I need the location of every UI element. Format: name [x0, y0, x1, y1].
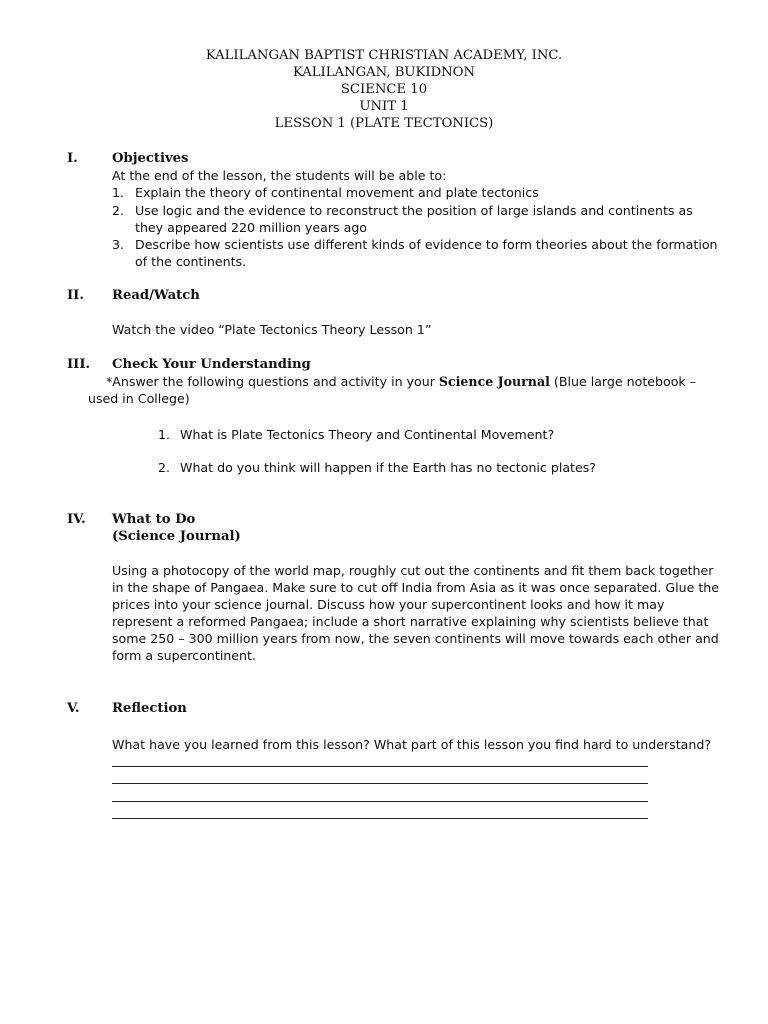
- what-to-do-number: IV.: [67, 512, 86, 527]
- read-watch-text: Watch the video “Plate Tectonics Theory Lesson 1”: [112, 322, 432, 337]
- unit-title: UNIT 1: [359, 99, 409, 114]
- what-to-do-paragraph: Using a photocopy of the world map, roughly cut out the continents and fit them back together in the shape of Pangaea. Make sure to cut off India from Asia as it was once separated. Glue the prices into your science journal. Discuss how your supercontinent looks and how it may represent a reformed Pangaea; include a short narrative explaining why scientists believe that some 250 – 300 million years from now, the seven continents will move towards each other and form a supercontinent.: [112, 563, 720, 663]
- check-instruction-note: (Blue large notebook – used in College): [88, 374, 696, 406]
- objective-2-text: Use logic and the evidence to reconstruct the position of large islands and continents as they appeared 220 million years ago: [135, 203, 693, 235]
- answer-line[interactable]: [112, 801, 648, 802]
- reflection-number: V.: [67, 701, 80, 716]
- read-watch-number: II.: [67, 288, 84, 303]
- answer-line[interactable]: [112, 783, 648, 784]
- objectives-heading: Objectives: [112, 151, 189, 166]
- reflection-heading: Reflection: [112, 701, 187, 716]
- school-name: KALILANGAN BAPTIST CHRISTIAN ACADEMY, INC.: [205, 48, 563, 63]
- objective-3-text: Describe how scientists use different kinds of evidence to form theories about the formation of the continents.: [135, 237, 718, 269]
- objective-1-text: Explain the theory of continental movement and plate tectonics: [135, 185, 539, 200]
- question-2-text: What do you think will happen if the Earth has no tectonic plates?: [180, 460, 596, 475]
- what-to-do-heading: What to Do: [112, 512, 196, 527]
- objective-1-number: 1.: [112, 185, 125, 200]
- check-instruction: [88, 373, 728, 407]
- check-instruction-text: *Answer the following questions and activity in your: [106, 374, 439, 389]
- question-1-text: What is Plate Tectonics Theory and Continental Movement?: [180, 427, 555, 442]
- objective-3-number: 3.: [112, 237, 125, 252]
- lesson-title: LESSON 1 (PLATE TECTONICS): [274, 116, 494, 131]
- question-1-number: 1.: [158, 427, 171, 442]
- objectives-number: I.: [67, 151, 78, 166]
- what-to-do-subheading: (Science Journal): [112, 529, 241, 544]
- reflection-question: What have you learned from this lesson? What part of this lesson you find hard to understand?: [112, 737, 712, 752]
- answer-line[interactable]: [112, 766, 648, 767]
- subject-title: SCIENCE 10: [340, 82, 428, 97]
- read-watch-heading: Read/Watch: [112, 288, 200, 303]
- check-heading: Check Your Understanding: [112, 357, 311, 372]
- objective-2-number: 2.: [112, 203, 125, 218]
- school-location: KALILANGAN, BUKIDNON: [292, 65, 476, 80]
- answer-line[interactable]: [112, 818, 648, 819]
- science-journal-label: Science Journal: [438, 374, 550, 389]
- document-header: [0, 47, 768, 132]
- question-2-number: 2.: [158, 460, 171, 475]
- check-number: III.: [67, 357, 91, 372]
- objectives-intro: At the end of the lesson, the students will be able to:: [112, 168, 447, 183]
